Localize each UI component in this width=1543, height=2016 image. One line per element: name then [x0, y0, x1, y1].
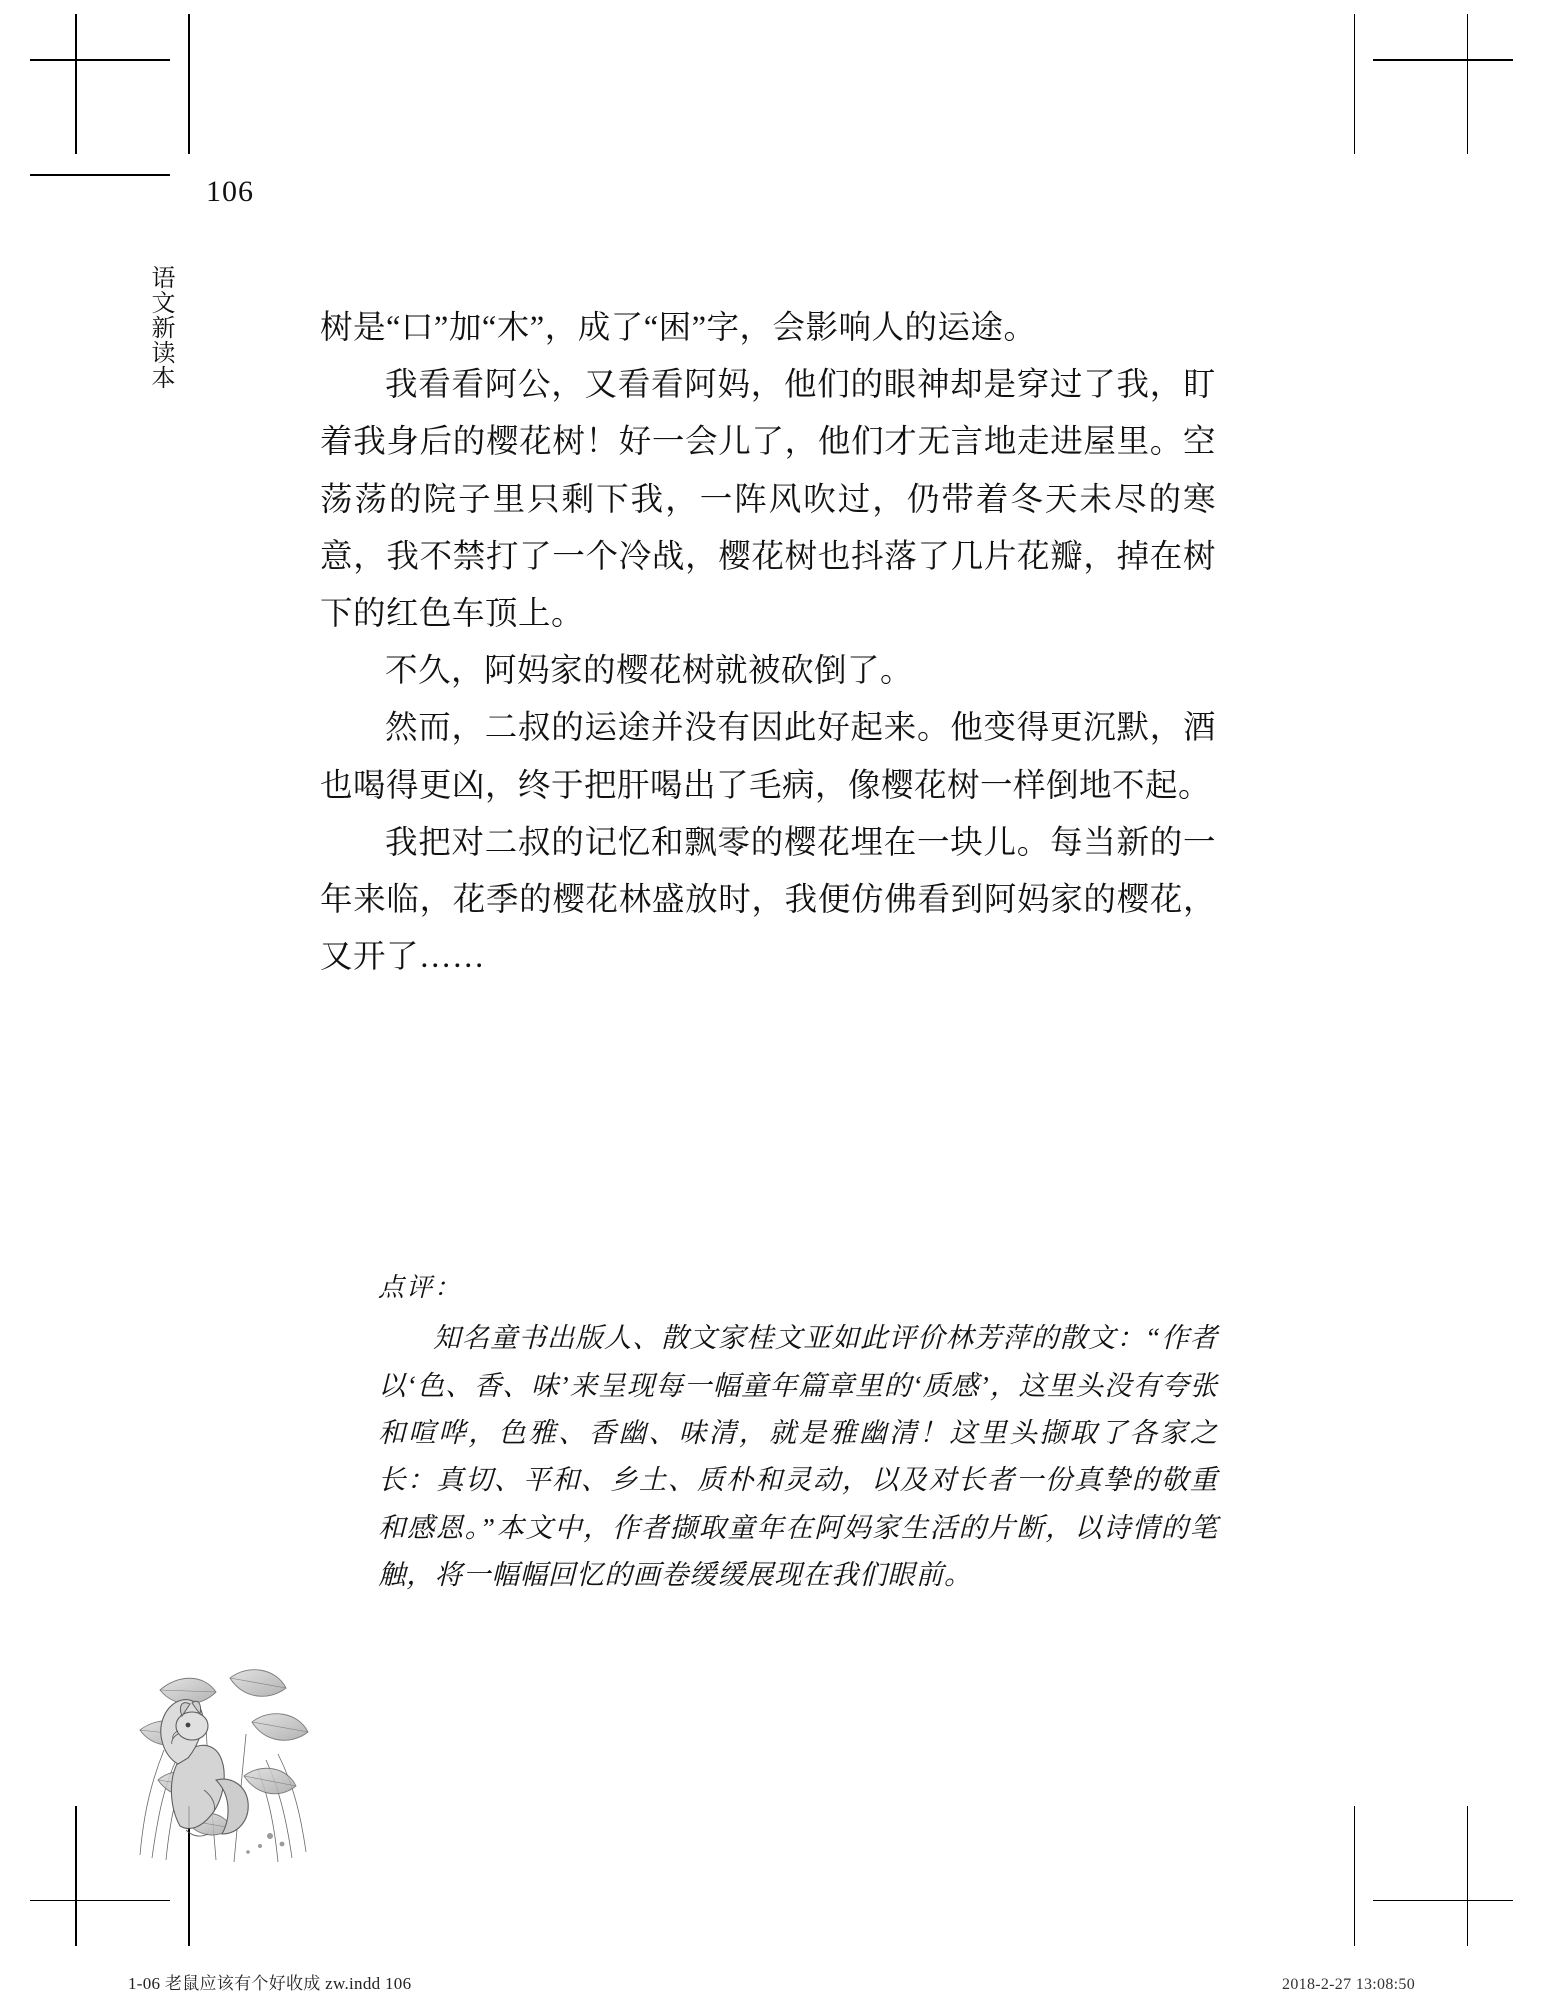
- body-text: [320, 300, 1216, 986]
- paragraph: 树是“口”加“木”，成了“困”字，会影响人的运途。: [320, 310, 1037, 346]
- crop-mark-top-left: [30, 14, 230, 214]
- commentary-text: 知名童书出版人、散文家桂文亚如此评价林芳萍的散文：“作者以‘色、香、味’来呈现每一幅童年篇章里的‘质感’，这里头没有夸张和喧哗，色雅、香幽、味清，就是雅幽清！这里头撷取了各家之长：真切、平和、乡土、质朴和灵动，以及对长者一份真挚的敬重和感恩。”本文中，作者撷取童年在阿妈家生活的片断，以诗情的笔触，将一幅幅回忆的画卷缓缓展现在我们眼前。: [378, 1322, 1218, 1590]
- page-number: 106: [206, 175, 254, 208]
- footer-filename: 1-06 老鼠应该有个好收成 zw.indd 106: [128, 1974, 412, 1993]
- footer-timestamp: 2018-2-27 13:08:50: [1282, 1976, 1415, 1993]
- paragraph: 我看看阿公，又看看阿妈，他们的眼神却是穿过了我，盯着我身后的樱花树！好一会儿了，他们才无言地走进屋里。空荡荡的院子里只剩下我，一阵风吹过，仍带着冬天未尽的寒意，我不禁打了一个冷战，樱花树也抖落了几片花瓣，掉在树下的红色车顶上。: [320, 367, 1216, 632]
- commentary-label: 点评：: [378, 1273, 463, 1302]
- crop-mark-bottom-right: [1313, 1746, 1513, 1946]
- paragraph: 我把对二叔的记忆和飘零的樱花埋在一块儿。每当新的一年来临，花季的樱花林盛放时，我便仿佛看到阿妈家的樱花，又开了……: [320, 824, 1216, 976]
- squirrel-illustration: [120, 1630, 325, 1865]
- commentary-block: [378, 1270, 1218, 1598]
- crop-mark-top-right: [1313, 14, 1513, 214]
- running-head: 语文新读本: [147, 265, 173, 390]
- paragraph: 不久，阿妈家的樱花树就被砍倒了。: [385, 653, 914, 690]
- paragraph: 然而，二叔的运途并没有因此好起来。他变得更沉默，酒也喝得更凶，终于把肝喝出了毛病，像樱花树一样倒地不起。: [320, 710, 1216, 804]
